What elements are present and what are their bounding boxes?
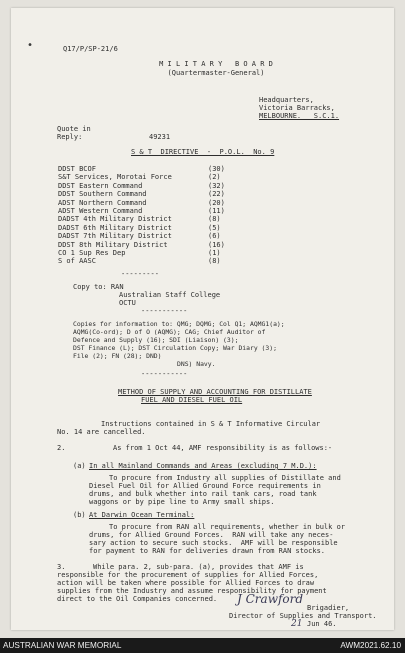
document-page	[11, 8, 394, 630]
reply-label: Reply:	[57, 133, 83, 141]
sub-para-b-line-1: To procure from RAN all requirements, whether in bulk or	[109, 523, 346, 531]
para-2-number: 2.	[57, 444, 66, 452]
sub-para-a-label: (a)	[73, 462, 86, 470]
para-3-line-2: responsible for the procurement of supplies for Allied Forces,	[57, 571, 319, 579]
para-3-number: 3.	[57, 563, 66, 571]
info-line-3: Defence and Supply (16); SDI (Liaison) (3);	[73, 336, 239, 344]
quote-label: Quote in	[57, 125, 91, 133]
info-line-4: DST Finance (L); DST Circulation Copy; War Diary (3);	[73, 344, 277, 352]
copy-octu: OCTU	[119, 299, 136, 307]
handwritten-date-day: 21	[291, 619, 303, 629]
para-2-text: As from 1 Oct 44, AMF responsibility is as follows:-	[113, 444, 333, 452]
divider-dashes: -----------	[141, 307, 188, 315]
list-item: S of AASC (8)	[58, 257, 221, 266]
file-reference: Q17/P/SP-21/6	[63, 45, 118, 53]
list-item: DDST BCOF (30)	[58, 165, 225, 173]
directive-title: S & T DIRECTIVE - P.O.L. No. 9	[131, 148, 275, 156]
list-item: DDST Southern Command (22)	[58, 190, 225, 199]
sub-para-a-line-3: drums, and bulk whether into rail tank cars, road tank	[89, 490, 317, 498]
info-line-2: AQMG(Co-ord); D of O (AQMG); CAG; Chief Auditor of	[73, 328, 266, 336]
address-line-1: Headquarters,	[259, 96, 314, 104]
signatory-title: Director of Supplies and Transport.	[229, 612, 377, 620]
para-3-line-3: action will be taken where possible for Allied Forces to draw	[57, 579, 315, 587]
list-item: DADST 4th Military District (8)	[58, 215, 221, 224]
list-item: DDST 8th Military District (16)	[58, 240, 225, 249]
board-title: M I L I T A R Y B O A R D	[159, 60, 273, 68]
list-item: DADST 7th Military District (6)	[58, 232, 221, 241]
para-3-line-1: While para. 2, sub-para. (a), provides that AMF is	[93, 563, 304, 571]
list-item: CO 1 Sup Res Dep (1)	[58, 248, 221, 257]
quote-number: 49231	[149, 133, 171, 141]
list-item: ADST Northern Command (20)	[58, 198, 225, 207]
sub-para-a-heading: In all Mainland Commands and Areas (excluding 7 M.D.):	[89, 462, 317, 470]
distribution-list	[58, 165, 248, 266]
board-subtitle: (Quartermaster-General)	[167, 69, 265, 77]
info-line-6: DNS) Navy.	[177, 360, 216, 368]
info-line-1: Copies for information to: QMG; DQMG; Col Q1; AQMG1(a);	[73, 320, 285, 328]
sub-para-a-line-2: Diesel Fuel Oil for Allied Ground Force requirements in	[89, 482, 321, 490]
signature-date: Jun 46.	[307, 620, 337, 628]
address-line-2: Victoria Barracks,	[259, 104, 335, 112]
copy-college: Australian Staff College	[119, 291, 221, 299]
signatory-rank: Brigadier,	[307, 604, 350, 612]
sub-para-a-line-4: waggons or by pipe line to Army small ships.	[89, 498, 275, 506]
para-1-line-1: Instructions contained in S & T Informative Circular	[101, 420, 321, 428]
punch-mark: •	[27, 40, 34, 51]
info-line-5: File (2); FN (28); DND)	[73, 352, 162, 360]
archive-name: AUSTRALIAN WAR MEMORIAL	[3, 641, 122, 650]
list-item: S&T Services, Morotai Force (2)	[58, 173, 221, 182]
address-line-3: MELBOURNE. S.C.1.	[259, 112, 340, 120]
para-3-line-5: direct to the Oil Companies concerned.	[57, 595, 218, 603]
handwritten-signature: J Crawford	[237, 592, 304, 606]
sub-para-b-line-3: sary action to secure such stocks. AMF will be responsible	[89, 539, 338, 547]
para-3-line-4: supplies from the Industry and assume responsibility for payment	[57, 587, 327, 595]
para-1-line-2: No. 14 are cancelled.	[57, 428, 146, 436]
sub-para-b-line-4: for payment to RAN for deliveries drawn from RAN stocks.	[89, 547, 326, 555]
list-item: DADST 6th Military District (5)	[58, 223, 221, 232]
sub-para-b-heading: At Darwin Ocean Terminal:	[89, 511, 195, 519]
list-item: ADST Western Command (11)	[58, 206, 225, 215]
archive-accession-id: AWM2021.62.10	[340, 641, 401, 650]
sub-para-b-line-2: drums, for Allied Ground Forces. RAN will take any neces-	[89, 531, 334, 539]
divider-dashes: ---------	[121, 270, 159, 278]
sub-para-b-label: (b)	[73, 511, 86, 519]
archive-footer-bar	[0, 638, 405, 653]
copy-to: Copy to: RAN	[73, 283, 124, 291]
divider-dashes: -----------	[141, 370, 188, 378]
sub-para-a-line-1: To procure from Industry all supplies of Distillate and	[109, 474, 341, 482]
list-item: DDST Eastern Command (32)	[58, 181, 225, 190]
subject-line-1: METHOD OF SUPPLY AND ACCOUNTING FOR DISTILLATE	[118, 388, 312, 396]
subject-line-2: FUEL AND DIESEL FUEL OIL	[141, 396, 243, 404]
